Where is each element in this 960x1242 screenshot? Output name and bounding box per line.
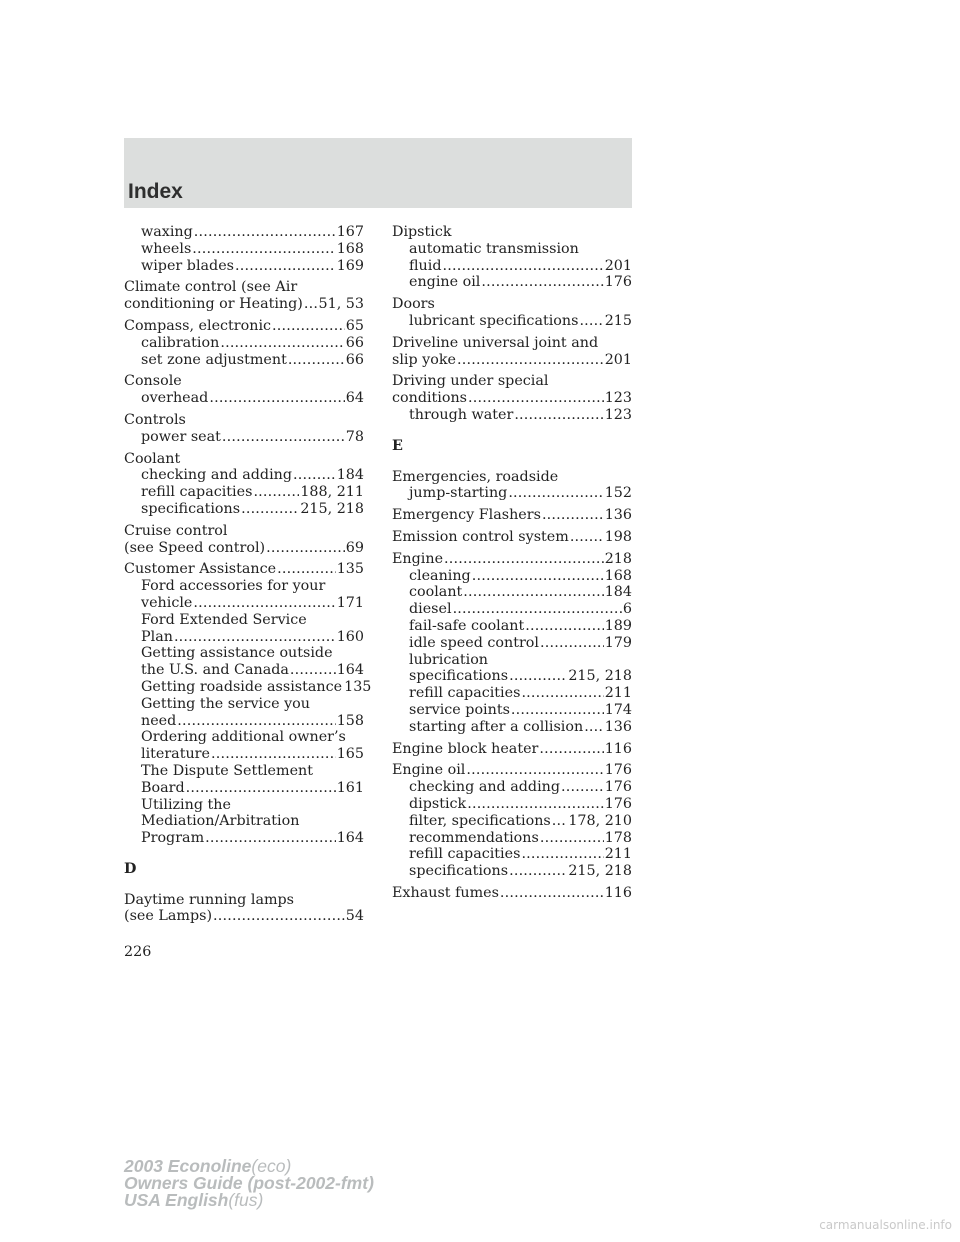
entry-text: wiper blades (141, 257, 234, 274)
index-subentry (392, 779, 632, 796)
entry-page-ref[interactable]: 176 (604, 779, 632, 796)
index-heading (392, 335, 632, 352)
index-subentry (124, 335, 364, 352)
entry-page-ref[interactable]: 160 (336, 628, 364, 645)
index-entry (392, 551, 632, 736)
index-subentry (392, 258, 632, 275)
index-entry (392, 373, 632, 423)
entry-page-ref[interactable]: 189 (604, 617, 632, 634)
dot-leader (579, 313, 603, 330)
entry-text: specifications (141, 500, 241, 517)
dot-leader (552, 813, 568, 830)
index-subentry (124, 763, 364, 780)
entry-text: slip yoke (392, 351, 456, 368)
entry-page-ref[interactable]: 218 (604, 550, 632, 567)
entry-text: refill capacities (409, 685, 521, 702)
dot-leader (584, 719, 604, 736)
entry-page-ref[interactable]: 66 (345, 351, 364, 368)
index-heading (124, 523, 364, 540)
index-subentry (124, 484, 364, 501)
index-heading (124, 561, 364, 578)
entry-page-ref[interactable]: 165 (336, 746, 364, 763)
dot-leader (521, 846, 603, 863)
header-band (124, 138, 632, 208)
entry-text: Engine (392, 550, 444, 567)
entry-text: Doors (392, 296, 435, 313)
index-subentry (392, 241, 632, 258)
dot-leader (205, 830, 336, 847)
page-number: 226 (124, 944, 152, 960)
index-subentry (392, 863, 632, 880)
index-subentry (124, 830, 364, 847)
entry-page-ref[interactable]: 116 (604, 740, 632, 757)
footer-language-code: (fus) (228, 1190, 264, 1210)
entry-text: Emergency Flashers (392, 507, 541, 524)
entry-text: set zone adjustment (141, 351, 287, 368)
dot-leader (453, 601, 622, 618)
entry-text: The Dispute Settlement (141, 762, 313, 779)
dot-leader (509, 668, 567, 685)
entry-page-ref[interactable]: 123 (604, 406, 632, 423)
index-subentry (124, 241, 364, 258)
entry-page-ref[interactable]: 161 (336, 779, 364, 796)
entry-text: recommendations (409, 829, 539, 846)
entry-text: checking and adding (409, 779, 561, 796)
entry-page-ref[interactable]: 6 (622, 601, 632, 618)
index-subentry (392, 668, 632, 685)
index-subentry (124, 813, 364, 830)
entry-page-ref[interactable]: 116 (604, 884, 632, 901)
dot-leader (540, 830, 604, 847)
dot-leader (209, 390, 344, 407)
entry-text: starting after a collision (409, 718, 584, 735)
entry-page-ref[interactable]: 176 (604, 274, 632, 291)
index-subentry (392, 846, 632, 863)
dot-leader (220, 335, 344, 352)
dot-leader (500, 885, 604, 902)
dot-leader (293, 467, 336, 484)
index-subentry (124, 645, 364, 662)
entry-page-ref[interactable]: 215, 218 (300, 500, 364, 517)
dot-leader (213, 908, 345, 925)
entry-text: lubricant specifications (409, 312, 579, 329)
entry-text: conditioning or Heating) (124, 296, 303, 313)
index-subentry (392, 568, 632, 585)
entry-text: Plan (141, 628, 173, 645)
dot-leader (472, 568, 604, 585)
entry-text: idle speed control (409, 634, 539, 651)
entry-page-ref[interactable]: 66 (345, 334, 364, 351)
index-entry (124, 451, 364, 518)
entry-text: engine oil (409, 274, 481, 291)
entry-text: fail-safe coolant (409, 617, 525, 634)
index-subentry (124, 729, 364, 746)
entry-page-ref[interactable]: 184 (336, 467, 364, 484)
entry-text: filter, specifications (409, 812, 551, 829)
index-subentry (124, 780, 364, 797)
index-heading (124, 908, 364, 925)
entry-text: diesel (409, 601, 452, 618)
index-subentry (392, 796, 632, 813)
index-entry (392, 469, 632, 503)
footer-language: USA English (124, 1190, 229, 1210)
dot-leader (186, 780, 336, 797)
index-subentry (392, 313, 632, 330)
index-subentry (392, 702, 632, 719)
entry-text: Dipstick (392, 224, 452, 240)
entry-text: Ordering additional owner’s (141, 729, 346, 746)
index-heading (392, 352, 632, 369)
entry-text: Board (141, 779, 185, 796)
entry-text: specifications (409, 668, 509, 685)
dot-leader (514, 407, 603, 424)
entry-text: checking and adding (141, 467, 293, 484)
entry-text: Emergencies, roadside (392, 468, 559, 485)
document-footer (124, 1158, 374, 1209)
footer-guide: Owners Guide (post-2002-fmt) (124, 1173, 374, 1193)
index-heading (392, 529, 632, 546)
index-entry (124, 892, 364, 926)
index-subentry (392, 601, 632, 618)
entry-text: Compass, electronic (124, 317, 272, 334)
entry-text: Driveline universal joint and (392, 334, 599, 351)
index-heading (392, 551, 632, 568)
entry-text: through water (409, 406, 514, 423)
dot-leader (468, 390, 604, 407)
entry-text: wheels (141, 240, 192, 257)
entry-text: waxing (141, 224, 193, 240)
entry-page-ref[interactable]: 178 (604, 829, 632, 846)
entry-text: Ford accessories for your (141, 578, 326, 595)
index-subentry (392, 830, 632, 847)
index-subentry (124, 224, 364, 241)
entry-text: cleaning (409, 567, 471, 584)
index-subentry (392, 813, 632, 830)
dot-leader (442, 258, 603, 275)
entry-text: Controls (124, 411, 186, 428)
entry-page-ref[interactable]: 69 (345, 539, 364, 556)
entry-page-ref[interactable]: 171 (336, 594, 364, 611)
dot-leader (193, 595, 335, 612)
index-entry (392, 741, 632, 758)
dot-leader (174, 629, 336, 646)
index-subentry (124, 612, 364, 629)
index-entry (392, 335, 632, 369)
dot-leader (457, 352, 604, 369)
entry-text: Console (124, 373, 182, 390)
index-subentry (124, 595, 364, 612)
entry-page-ref[interactable]: 201 (604, 257, 632, 274)
index-entry (392, 529, 632, 546)
dot-leader (525, 618, 603, 635)
entry-page-ref[interactable]: 65 (345, 317, 364, 334)
dot-leader (222, 429, 345, 446)
dot-leader (194, 224, 336, 241)
entry-text: jump-starting (409, 485, 508, 502)
entry-text: Utilizing the (141, 796, 231, 813)
index-subentry (392, 274, 632, 291)
entry-page-ref[interactable]: 158 (336, 712, 364, 729)
index-subentry (392, 652, 632, 669)
dot-leader (508, 485, 603, 502)
entry-page-ref[interactable]: 211 (604, 846, 632, 863)
index-heading (392, 741, 632, 758)
index-heading (124, 892, 364, 909)
index-heading (392, 507, 632, 524)
entry-text: Emission control system (392, 528, 569, 545)
entry-text: dipstick (409, 795, 467, 812)
entry-page-ref[interactable]: 215, 218 (568, 668, 632, 685)
entry-text: Driving under special (392, 373, 549, 390)
entry-text: the U.S. and Canada (141, 662, 289, 679)
index-subentry (124, 258, 364, 275)
entry-page-ref[interactable]: 184 (604, 584, 632, 601)
entry-text: (see Speed control) (124, 539, 266, 556)
index-entry (124, 279, 364, 313)
entry-page-ref[interactable]: 174 (604, 701, 632, 718)
entry-text: power seat (141, 428, 221, 445)
entry-text: Engine oil (392, 762, 466, 779)
entry-page-ref[interactable]: 78 (345, 428, 364, 445)
entry-page-ref[interactable]: 54 (345, 908, 364, 925)
entry-text: Climate control (see Air (124, 279, 298, 296)
entry-text: Exhaust fumes (392, 884, 499, 901)
index-column-left (124, 224, 372, 925)
entry-text: Getting assistance outside (141, 645, 333, 662)
dot-leader (304, 296, 318, 313)
entry-text: fluid (409, 257, 442, 274)
entry-page-ref[interactable]: 168 (336, 240, 364, 257)
index-heading (124, 540, 364, 557)
index-heading (392, 373, 632, 390)
index-entry (392, 224, 632, 291)
dot-leader (539, 741, 603, 758)
entry-text: refill capacities (409, 846, 521, 863)
entry-text: Daytime running lamps (124, 891, 295, 908)
entry-text: conditions (392, 390, 468, 407)
dot-leader (290, 662, 336, 679)
entry-page-ref[interactable]: 176 (604, 795, 632, 812)
section-letter: E (392, 437, 403, 454)
index-subentry (124, 662, 364, 679)
index-heading (124, 318, 364, 335)
entry-text: Customer Assistance (124, 561, 277, 578)
entry-page-ref[interactable]: 211 (604, 685, 632, 702)
entry-text: lubrication (409, 651, 489, 668)
index-entry (392, 885, 632, 902)
entry-text: Mediation/Arbitration (141, 813, 300, 830)
dot-leader (444, 551, 604, 568)
dot-leader (463, 584, 603, 601)
index-heading (124, 412, 364, 429)
entry-text: vehicle (141, 594, 193, 611)
entry-page-ref[interactable]: 169 (336, 257, 364, 274)
entry-page-ref[interactable]: 167 (336, 224, 364, 240)
index-subentry (124, 390, 364, 407)
index-entry (124, 373, 364, 407)
entry-text: Getting the service you (141, 695, 310, 712)
entry-text: refill capacities (141, 484, 253, 501)
index-heading (392, 296, 632, 313)
entry-page-ref[interactable]: 136 (604, 718, 632, 735)
dot-leader (253, 484, 299, 501)
entry-page-ref[interactable]: 64 (345, 390, 364, 407)
index-entry (124, 561, 372, 847)
entry-page-ref[interactable]: 215, 218 (568, 863, 632, 880)
dot-leader (288, 352, 345, 369)
entry-page-ref[interactable]: 123 (604, 390, 632, 407)
index-heading (392, 885, 632, 902)
index-entry (392, 507, 632, 524)
index-subentry (392, 584, 632, 601)
entry-page-ref[interactable]: 164 (336, 830, 364, 847)
entry-page-ref[interactable]: 135 (344, 678, 372, 695)
index-subentry (392, 407, 632, 424)
footer-model-code: (eco) (251, 1156, 292, 1176)
index-subentry (124, 797, 364, 814)
index-subentry (392, 485, 632, 502)
dot-leader (277, 561, 336, 578)
page-title: Index (128, 180, 183, 203)
entry-page-ref[interactable]: 152 (604, 485, 632, 502)
index-subentry (124, 467, 364, 484)
dot-leader (542, 507, 604, 524)
entry-page-ref[interactable]: 179 (604, 634, 632, 651)
index-heading (124, 296, 364, 313)
dot-leader (466, 762, 603, 779)
entry-page-ref[interactable]: 135 (336, 561, 364, 578)
entry-text: Getting roadside assistance (141, 678, 343, 695)
index-heading (392, 390, 632, 407)
entry-text: Ford Extended Service (141, 611, 307, 628)
index-entry (124, 318, 364, 368)
entry-text: (see Lamps) (124, 908, 213, 925)
dot-leader (467, 796, 604, 813)
entry-page-ref[interactable]: 168 (604, 567, 632, 584)
dot-leader (509, 863, 567, 880)
index-subentry (392, 719, 632, 736)
index-heading (392, 224, 632, 241)
dot-leader (570, 529, 604, 546)
index-heading (392, 762, 632, 779)
dot-leader (241, 501, 299, 518)
entry-text: literature (141, 746, 210, 763)
watermark: carmanualsonline.info (819, 1218, 952, 1232)
entry-text: Program (141, 830, 205, 847)
dot-leader (561, 779, 604, 796)
index-subentry (124, 746, 364, 763)
index-heading (124, 373, 364, 390)
dot-leader (192, 241, 335, 258)
index-entry (124, 412, 364, 446)
index-subentry (392, 635, 632, 652)
entry-page-ref[interactable]: 215 (604, 312, 632, 329)
index-entry (392, 296, 632, 330)
entry-text: Coolant (124, 450, 181, 467)
index-subentry (124, 696, 364, 713)
dot-leader (511, 702, 604, 719)
dot-leader (521, 685, 603, 702)
entry-page-ref[interactable]: 188, 211 (300, 484, 364, 501)
dot-leader (266, 540, 345, 557)
index-subentry (392, 618, 632, 635)
index-subentry (124, 713, 364, 730)
index-entry (124, 523, 364, 557)
entry-text: coolant (409, 584, 463, 601)
entry-page-ref[interactable]: 164 (336, 662, 364, 679)
dot-leader (235, 258, 336, 275)
dot-leader (481, 274, 603, 291)
entry-text: Engine block heater (392, 740, 539, 757)
index-subentry (124, 678, 372, 696)
entry-page-ref[interactable]: 136 (604, 507, 632, 524)
entry-page-ref[interactable]: 176 (604, 762, 632, 779)
entry-text: overhead (141, 390, 209, 407)
index-column-right (392, 224, 632, 902)
index-heading (124, 279, 364, 296)
dot-leader (540, 635, 604, 652)
entry-text: need (141, 712, 177, 729)
section-letter: D (124, 860, 137, 877)
entry-page-ref[interactable]: 201 (604, 351, 632, 368)
dot-leader (211, 746, 336, 763)
entry-text: automatic transmission (409, 240, 579, 257)
entry-text: Cruise control (124, 522, 228, 539)
index-entry (124, 224, 364, 274)
index-subentry (124, 352, 364, 369)
index-subentry (124, 578, 364, 595)
entry-text: calibration (141, 334, 220, 351)
index-subentry (124, 629, 364, 646)
footer-model: 2003 Econoline (124, 1156, 252, 1176)
index-subentry (392, 685, 632, 702)
index-subentry (124, 501, 364, 518)
index-heading (124, 451, 364, 468)
entry-page-ref[interactable]: 178, 210 (568, 812, 632, 829)
entry-text: specifications (409, 863, 509, 880)
entry-text: service points (409, 701, 510, 718)
dot-leader (177, 713, 335, 730)
dot-leader (272, 318, 345, 335)
entry-page-ref[interactable]: 198 (604, 528, 632, 545)
index-heading (392, 469, 632, 486)
entry-page-ref[interactable]: 51, 53 (318, 296, 364, 313)
index-subentry (124, 429, 364, 446)
index-entry (392, 762, 632, 880)
